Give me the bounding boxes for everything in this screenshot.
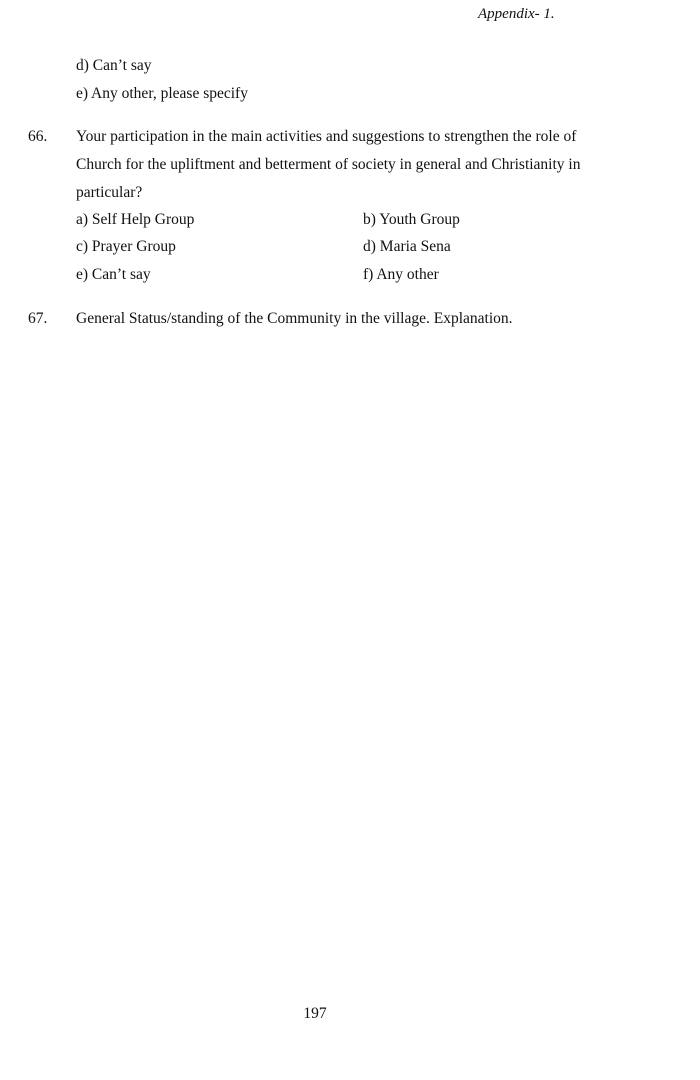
option-self-help-group: a) Self Help Group [76,211,195,228]
question-number: 66. [28,128,48,145]
option-youth-group: b) Youth Group [363,211,460,228]
question-text-line: General Status/standing of the Community in the village. Explanation. [76,310,513,327]
option-cant-say: e) Can’t say [76,266,151,283]
page-number: 197 [303,1005,327,1022]
option-maria-sena: d) Maria Sena [363,238,451,255]
option-prayer-group: c) Prayer Group [76,238,176,255]
option-any-other: f) Any other [363,266,439,283]
running-header: Appendix- 1. [478,6,555,22]
question-number: 67. [28,310,48,327]
prior-option-e: e) Any other, please specify [76,85,248,102]
question-text-line: Your participation in the main activities and suggestions to strengthen the role of [76,128,577,145]
question-text-line: particular? [76,184,143,201]
question-text-line: Church for the upliftment and betterment of society in general and Christianity in [76,156,581,173]
prior-option-d: d) Can’t say [76,57,152,74]
